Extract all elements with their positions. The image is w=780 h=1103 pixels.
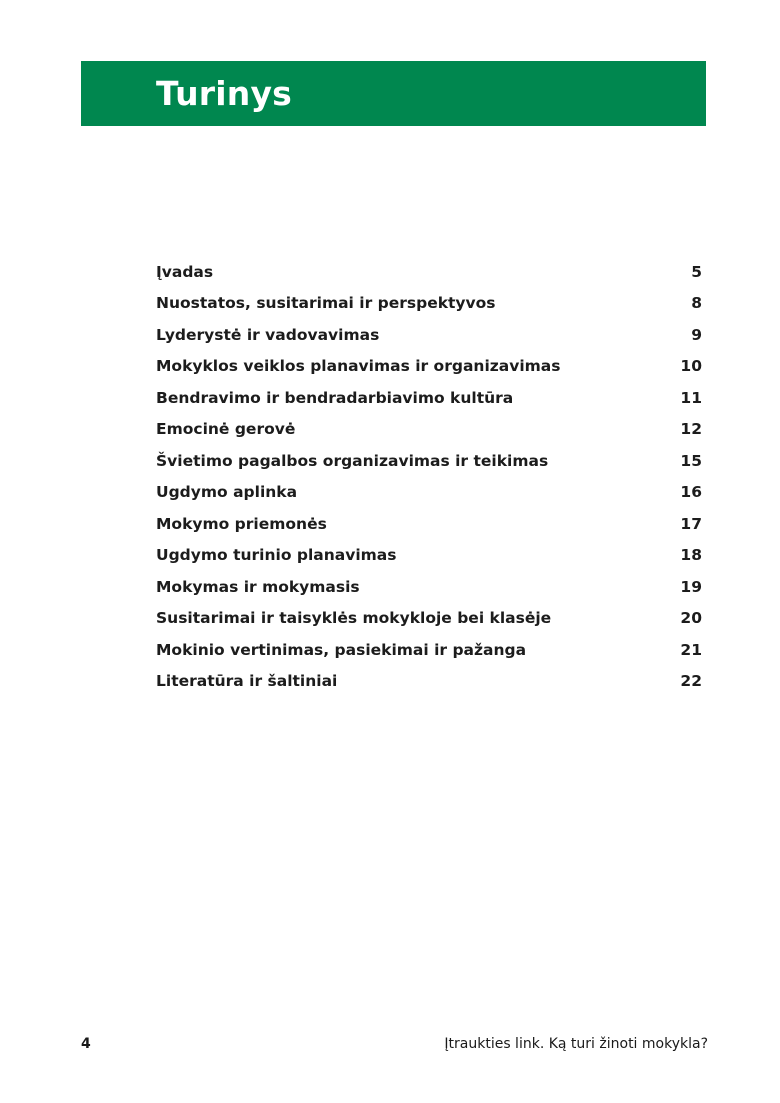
toc-entry-label: Mokymo priemonės: [156, 514, 327, 533]
toc-entry[interactable]: [156, 414, 702, 446]
toc-entry[interactable]: [156, 256, 702, 288]
toc-entry-label: Lyderystė ir vadovavimas: [156, 325, 380, 344]
title-banner: [81, 61, 706, 126]
toc-entry-page: 19: [680, 577, 702, 596]
toc-entry-label: Įvadas: [156, 262, 214, 281]
toc-entry[interactable]: [156, 351, 702, 383]
toc-entry-page: 5: [691, 262, 702, 281]
toc-entry-page: 20: [680, 609, 702, 628]
toc-entry-page: 12: [680, 420, 702, 439]
toc-entry-label: Mokyklos veiklos planavimas ir organizavimas: [156, 357, 561, 376]
toc-entry-page: 18: [680, 546, 702, 565]
toc-entry[interactable]: [156, 288, 702, 320]
toc-entry-label: Ugdymo aplinka: [156, 483, 298, 502]
toc-entry-label: Ugdymo turinio planavimas: [156, 546, 397, 565]
toc-entry[interactable]: [156, 540, 702, 572]
toc-entry[interactable]: [156, 508, 702, 540]
footer-book-title: Įtraukties link. Ką turi žinoti mokykla?: [444, 1036, 708, 1052]
toc-entry[interactable]: [156, 445, 702, 477]
footer-page-number: 4: [81, 1036, 91, 1052]
toc-entry-label: Mokymas ir mokymasis: [156, 577, 360, 596]
toc-entry-page: 9: [691, 325, 702, 344]
toc-entry-page: 11: [680, 388, 702, 407]
toc-entry-label: Bendravimo ir bendradarbiavimo kultūra: [156, 388, 514, 407]
page-title: Turinys: [156, 74, 293, 113]
toc-entry-label: Literatūra ir šaltiniai: [156, 672, 338, 691]
table-of-contents: [156, 256, 702, 697]
toc-entry[interactable]: [156, 571, 702, 603]
toc-entry-page: 16: [680, 483, 702, 502]
toc-entry[interactable]: [156, 319, 702, 351]
toc-entry-label: Susitarimai ir taisyklės mokykloje bei klasėje: [156, 609, 552, 628]
toc-entry-label: Mokinio vertinimas, pasiekimai ir pažanga: [156, 640, 527, 659]
toc-entry-page: 21: [680, 640, 702, 659]
toc-entry-label: Emocinė gerovė: [156, 420, 296, 439]
toc-entry[interactable]: [156, 634, 702, 666]
toc-entry-page: 10: [680, 357, 702, 376]
toc-entry-page: 22: [680, 672, 702, 691]
toc-entry-label: Nuostatos, susitarimai ir perspektyvos: [156, 294, 496, 313]
toc-entry-page: 17: [680, 514, 702, 533]
toc-entry-label: Švietimo pagalbos organizavimas ir teikimas: [156, 451, 549, 470]
toc-entry[interactable]: [156, 382, 702, 414]
toc-entry[interactable]: [156, 666, 702, 698]
toc-entry[interactable]: [156, 477, 702, 509]
toc-entry[interactable]: [156, 603, 702, 635]
toc-entry-page: 8: [691, 294, 702, 313]
toc-entry-page: 15: [680, 451, 702, 470]
